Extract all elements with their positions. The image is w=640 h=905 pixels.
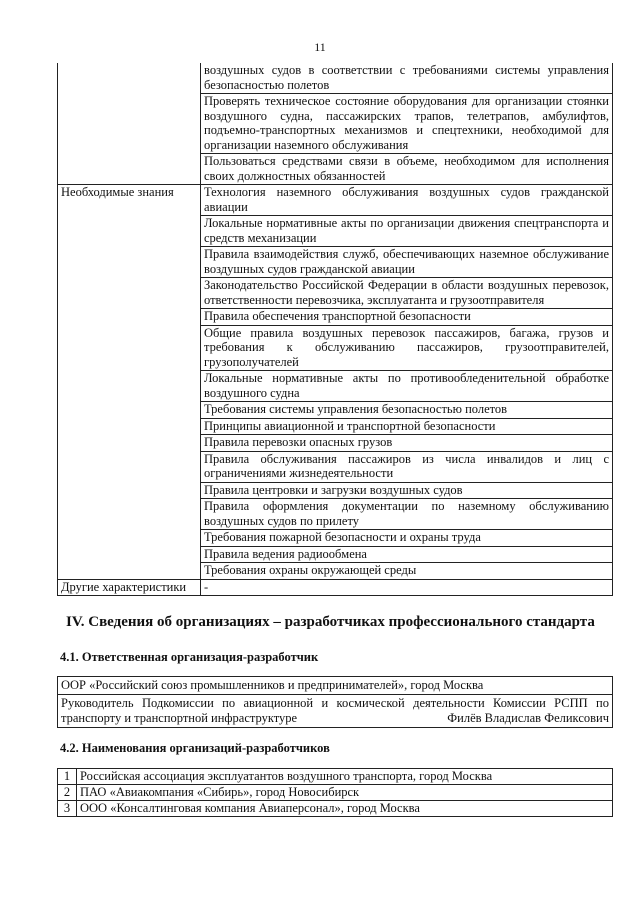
table-cell: Проверять техническое состояние оборудования для организации стоянки воздушного судна, пассажирских трапов, телетрапов, амбулифтов, подъемно-транспортных механизмов и спецтехники, необходимой для организации наземного обслуживания	[201, 94, 613, 154]
table-cell: воздушных судов в соответствии с требованиями системы управления безопасностью полетов	[201, 63, 613, 94]
responsible-organization-table	[57, 676, 613, 728]
organization-name: ООР «Российский союз промышленников и предпринимателей», город Москва	[58, 677, 613, 695]
table-row	[58, 695, 613, 728]
table-cell: Технология наземного обслуживания воздушных судов гражданской авиации	[201, 185, 613, 216]
other-characteristics-value: -	[201, 579, 613, 596]
developer-organizations-table	[57, 768, 613, 817]
subsection-4-2-title: 4.2. Наименования организаций-разработчиков	[60, 741, 330, 755]
knowledge-skills-table	[57, 63, 613, 596]
position-line-1: Руководитель Подкомиссии по авиационной и космической деятельности Комиссии РСПП по	[61, 696, 609, 710]
table-cell: Принципы авиационной и транспортной безопасности	[201, 418, 613, 435]
table-row	[58, 63, 613, 94]
knowledge-label: Необходимые знания	[58, 185, 201, 580]
table-cell: Пользоваться средствами связи в объеме, необходимом для исполнения своих должностных обязанностей	[201, 154, 613, 185]
table-cell: Правила обеспечения транспортной безопасности	[201, 309, 613, 326]
responsible-person-name: Филёв Владислав Феликсович	[447, 711, 609, 725]
organization-name: ПАО «Авиакомпания «Сибирь», город Новосибирск	[77, 785, 613, 801]
table-cell: Правила оформления документации по наземному обслуживанию воздушных судов по прилету	[201, 499, 613, 530]
table-row	[58, 769, 613, 785]
table-cell: Требования охраны окружающей среды	[201, 563, 613, 580]
table-cell: Правила центровки и загрузки воздушных судов	[201, 482, 613, 499]
page-number: 11	[314, 40, 326, 54]
table-cell: Правила обслуживания пассажиров из числа инвалидов и лиц с ограничениями жизнедеятельности	[201, 451, 613, 482]
position-line-2-row	[61, 711, 609, 726]
row-number: 1	[58, 769, 77, 785]
table-cell: Требования системы управления безопасностью полетов	[201, 402, 613, 419]
table-row	[58, 677, 613, 695]
table-row	[58, 185, 613, 216]
row-number: 3	[58, 801, 77, 817]
other-characteristics-label: Другие характеристики	[58, 579, 201, 596]
section-iv-title: IV. Сведения об организациях – разработчиках профессионального стандарта	[66, 614, 595, 630]
skills-label-cell	[58, 63, 201, 185]
organization-name: ООО «Консалтинговая компания Авиаперсонал», город Москва	[77, 801, 613, 817]
table-cell: Правила перевозки опасных грузов	[201, 435, 613, 452]
table-cell: Локальные нормативные акты по организации движения спецтранспорта и средств механизации	[201, 216, 613, 247]
organization-name: Российская ассоциация эксплуатантов воздушного транспорта, город Москва	[77, 769, 613, 785]
table-cell: Требования пожарной безопасности и охраны труда	[201, 530, 613, 547]
position-line-2: транспорту и транспортной инфраструктуре	[61, 711, 298, 725]
table-row	[58, 801, 613, 817]
subsection-4-1-title: 4.1. Ответственная организация-разработчик	[60, 650, 319, 664]
table-cell: Общие правила воздушных перевозок пассажиров, багажа, грузов и требования к обслуживанию пассажиров, грузоотправителей, грузополучателей	[201, 325, 613, 371]
row-number: 2	[58, 785, 77, 801]
table-cell: Локальные нормативные акты по противообледенительной обработке воздушного судна	[201, 371, 613, 402]
table-cell: Правила ведения радиообмена	[201, 546, 613, 563]
table-row	[58, 579, 613, 596]
table-row	[58, 785, 613, 801]
responsible-person-cell	[58, 695, 613, 728]
table-cell: Правила взаимодействия служб, обеспечивающих наземное обслуживание воздушных судов гражданской авиации	[201, 247, 613, 278]
table-cell: Законодательство Российской Федерации в области воздушных перевозок, ответственности перевозчика, эксплуатанта и грузоотправителя	[201, 278, 613, 309]
